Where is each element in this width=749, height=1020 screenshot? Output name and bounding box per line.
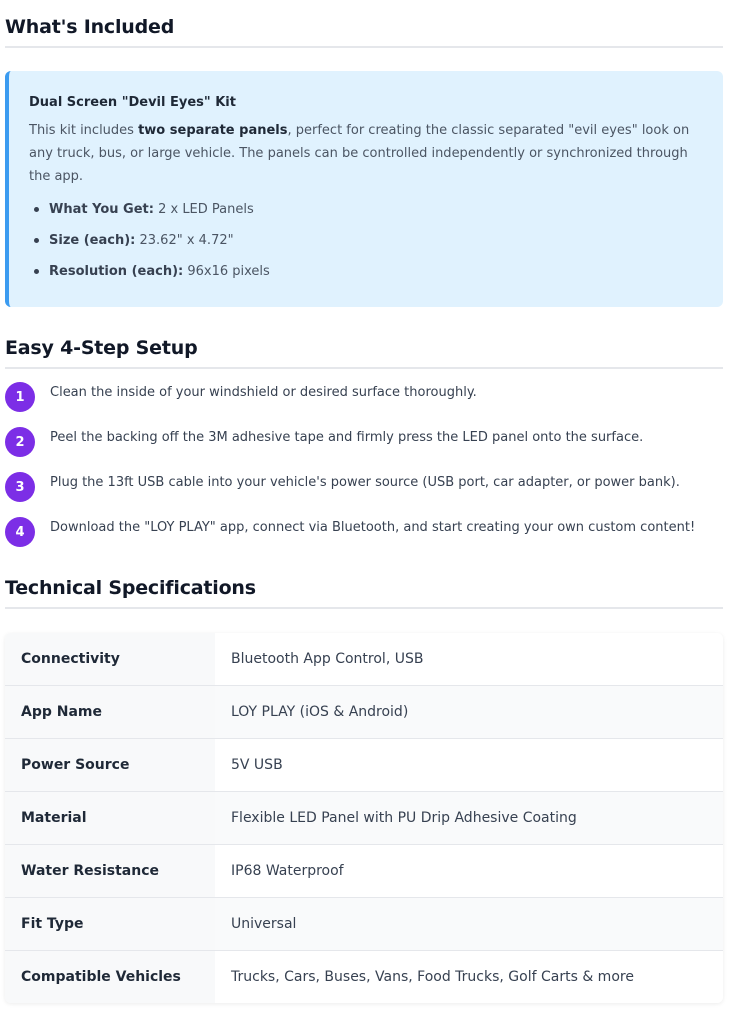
spec-label: Connectivity bbox=[5, 633, 215, 686]
kit-description-bold: two separate panels bbox=[138, 123, 288, 138]
kit-info-box bbox=[5, 71, 723, 307]
list-item-value: 96x16 pixels bbox=[183, 264, 270, 279]
kit-title: Dual Screen "Devil Eyes" Kit bbox=[29, 95, 236, 110]
setup-step bbox=[5, 515, 723, 560]
list-item-value: 2 x LED Panels bbox=[153, 202, 254, 217]
table-row bbox=[5, 633, 723, 686]
step-text: Peel the backing off the 3M adhesive tape and firmly press the LED panel onto the surface. bbox=[50, 430, 644, 445]
step-text: Plug the 13ft USB cable into your vehicle's power source (USB port, car adapter, or power bank). bbox=[50, 475, 680, 490]
setup-step bbox=[5, 470, 723, 515]
step-text: Clean the inside of your windshield or desired surface thoroughly. bbox=[50, 385, 477, 400]
table-row bbox=[5, 898, 723, 951]
kit-description-text: , perfect for creating the classic separated "evil eyes" look on any truck, bus, or large vehicle. The panels can be controlled independently or synchronized through the app. bbox=[29, 123, 690, 184]
list-item-label: Resolution (each): bbox=[49, 264, 184, 279]
spec-value: Universal bbox=[215, 898, 723, 951]
spec-label: Fit Type bbox=[5, 898, 215, 951]
step-number-badge: 1 bbox=[5, 382, 35, 412]
step-number-badge: 4 bbox=[5, 517, 35, 547]
setup-steps-list bbox=[5, 380, 723, 560]
list-item bbox=[29, 198, 703, 229]
table-row bbox=[5, 845, 723, 898]
spec-value: Flexible LED Panel with PU Drip Adhesive Coating bbox=[215, 792, 723, 845]
spec-label: Power Source bbox=[5, 739, 215, 792]
list-item bbox=[29, 260, 703, 291]
section-heading-specs: Technical Specifications bbox=[5, 577, 723, 609]
table-row bbox=[5, 739, 723, 792]
kit-description bbox=[29, 119, 703, 188]
specifications-table bbox=[5, 633, 723, 1003]
kit-description-text: This kit includes bbox=[29, 123, 139, 138]
kit-contents-list bbox=[29, 198, 703, 291]
section-heading-whats-included: What's Included bbox=[5, 16, 723, 48]
list-item-label: Size (each): bbox=[49, 233, 136, 248]
spec-value: Bluetooth App Control, USB bbox=[215, 633, 723, 686]
spec-value: IP68 Waterproof bbox=[215, 845, 723, 898]
spec-label: Water Resistance bbox=[5, 845, 215, 898]
table-row bbox=[5, 686, 723, 739]
step-number-badge: 2 bbox=[5, 427, 35, 457]
section-heading-setup: Easy 4-Step Setup bbox=[5, 337, 723, 369]
spec-label: Material bbox=[5, 792, 215, 845]
list-item-label: What You Get: bbox=[49, 202, 154, 217]
table-row bbox=[5, 951, 723, 1004]
spec-value: Trucks, Cars, Buses, Vans, Food Trucks, Golf Carts & more bbox=[215, 951, 723, 1004]
setup-step bbox=[5, 425, 723, 470]
list-item bbox=[29, 229, 703, 260]
spec-label: App Name bbox=[5, 686, 215, 739]
list-item-value: 23.62" x 4.72" bbox=[135, 233, 234, 248]
setup-step bbox=[5, 380, 723, 425]
step-text: Download the "LOY PLAY" app, connect via Bluetooth, and start creating your own custom content! bbox=[50, 520, 696, 535]
spec-label: Compatible Vehicles bbox=[5, 951, 215, 1004]
spec-value: LOY PLAY (iOS & Android) bbox=[215, 686, 723, 739]
step-number-badge: 3 bbox=[5, 472, 35, 502]
spec-value: 5V USB bbox=[215, 739, 723, 792]
table-row bbox=[5, 792, 723, 845]
